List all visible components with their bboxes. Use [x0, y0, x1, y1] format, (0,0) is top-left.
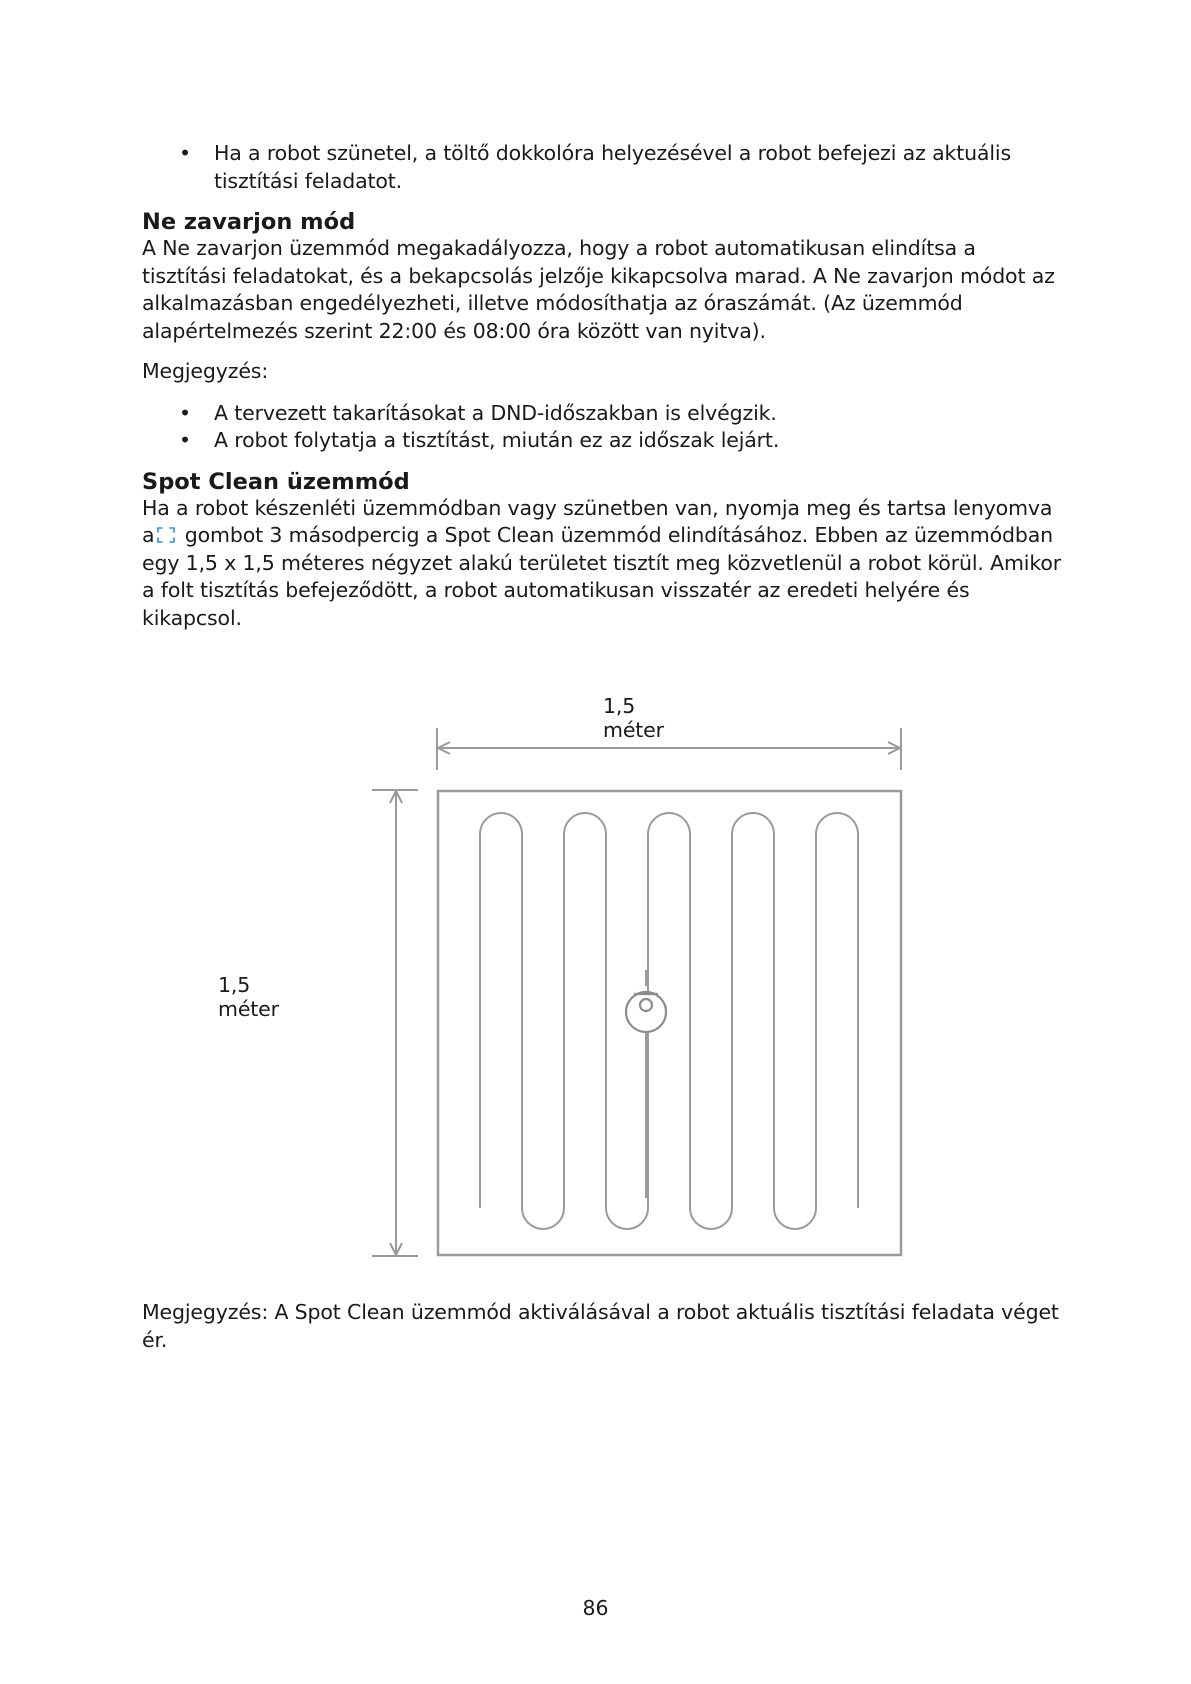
- page-number: 86: [582, 1596, 609, 1620]
- dnd-paragraph: A Ne zavarjon üzemmód megakadályozza, hogy a robot automatikusan elindítsa a tisztítási feladatokat, és a bekapcsolás jelzője kikapcsolva marad. A Ne zavarjon módot az alkalmazásban engedélyezheti, illetve módosíthatja az óraszámát. (Az üzemmód alapértelmezés szerint 22:00 és 08:00 óra között van nyitva).: [142, 236, 1055, 343]
- list-item: • A robot folytatja a tisztítást, miután ez az időszak lejárt.: [142, 427, 1062, 455]
- height-label: 1,5 méter: [218, 973, 279, 1021]
- bottom-note: Megjegyzés: A Spot Clean üzemmód aktiválásával a robot aktuális tisztítási feladata véget ér.: [142, 1300, 1059, 1352]
- width-label: 1,5 méter: [603, 694, 664, 742]
- cleaning-area-square: [438, 791, 901, 1255]
- bullet-dot: •: [179, 400, 191, 425]
- list-item: • Ha a robot szünetel, a töltő dokkolóra helyezésével a robot befejezi az aktuális tisztítási feladatot.: [179, 141, 1011, 193]
- spot-paragraph: Ha a robot készenléti üzemmódban vagy szünetben van, nyomja meg és tartsa lenyomva a gombot 3 másodpercig a Spot Clean üzemmód elindításához. Ebben az üzemmódban egy 1,5 x 1,5 méteres négyzet alakú területet tisztít meg közvetlenül a robot körül. Amikor a folt tisztítás befejeződött, a robot automatikusan visszatér az eredeti helyére és kikapcsol.: [142, 495, 1062, 630]
- robot-icon: [626, 992, 666, 1032]
- dnd-note-label: Megjegyzés:: [142, 359, 269, 383]
- bullet-dot: •: [179, 428, 191, 452]
- section-heading-dnd: Ne zavarjon mód: [142, 209, 356, 235]
- cleaning-path: [480, 813, 858, 1229]
- list-item: • A tervezett takarításokat a DND-időszakban is elvégzik.: [142, 400, 1062, 428]
- section-heading-spot-clean: Spot Clean üzemmód: [142, 468, 410, 495]
- bullet-dot: •: [179, 141, 191, 165]
